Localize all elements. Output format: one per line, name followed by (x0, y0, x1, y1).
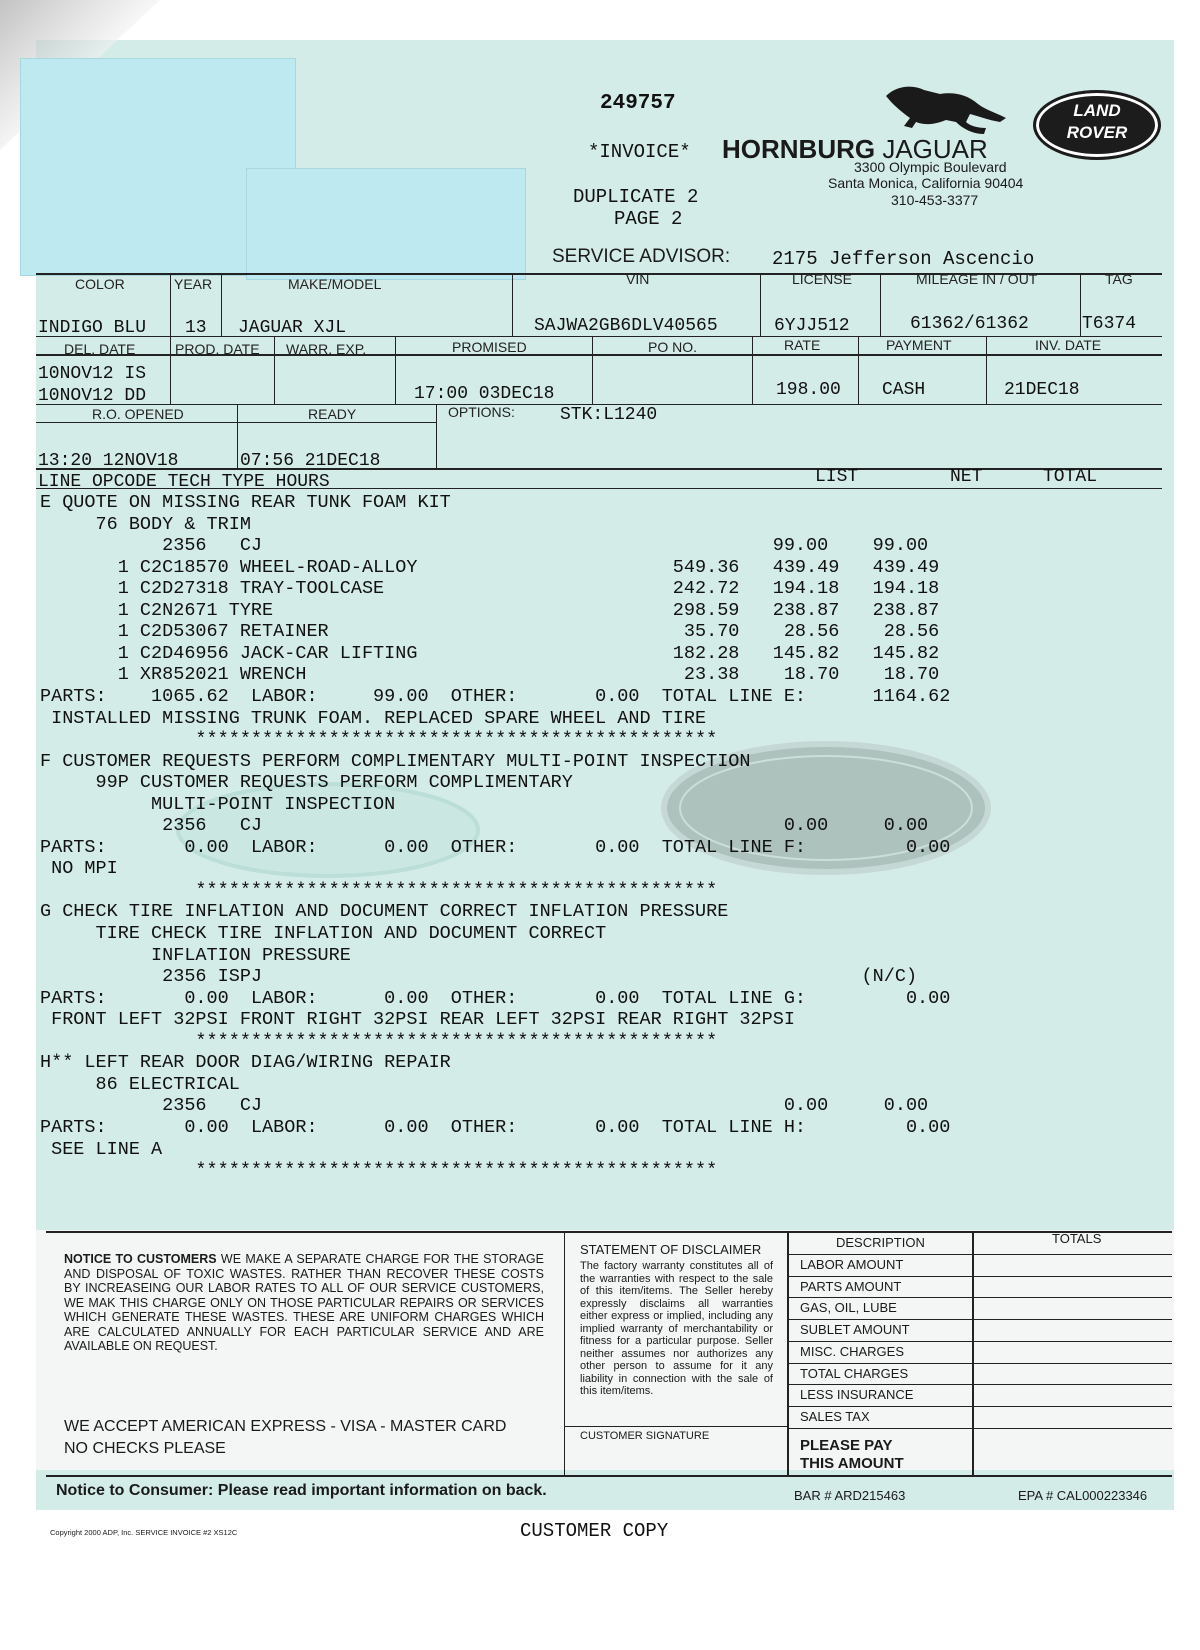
invoice-line: PARTS: 0.00 LABOR: 0.00 OTHER: 0.00 TOTAL LINE G: 0.00 (40, 987, 951, 1009)
invoice-line: MULTI-POINT INSPECTION (40, 793, 396, 815)
options-value: STK:L1240 (560, 405, 658, 425)
dealer-phone: 310-453-3377 (891, 192, 979, 208)
column-header-list: LIST (815, 467, 859, 487)
rule (986, 337, 987, 405)
rule (789, 1276, 1172, 1277)
notice-text: WE MAKE A SEPARATE CHARGE FOR THE STORAGE AND DISPOSAL OF TOXIC WASTES. RATHER THAN RECOVER THESE COSTS BY INCREASEING OUR LABOR RATES TO ALL OF OUR SERVICE CUSTOMERS, WE MAK THIS CHARGE ONLY ON THOSE PARTICULAR REPAIRS OR SERVICES WHICH GENERATE THESE WASTES. THESE ARE UNIFORM CHARGES WHICH ARE CALCULATED ANNUALLY FOR EACH PARTICULAR SERVICE AND ARE AVAILABLE ON REQUEST. (64, 1252, 544, 1353)
prod-date-label: PROD. DATE (175, 341, 260, 357)
totals-row-label: PARTS AMOUNT (800, 1278, 902, 1294)
del-date-label: DEL. DATE (64, 341, 136, 357)
del-date-2: 10NOV12 DD (38, 386, 147, 406)
rule (36, 422, 436, 423)
rule (789, 1363, 1172, 1364)
invoice-line: 99P CUSTOMER REQUESTS PERFORM COMPLIMENTARY (40, 772, 573, 794)
invoice-line: *********************************************** (40, 729, 718, 751)
warr-exp-label: WARR. EXP. (286, 341, 367, 357)
invoice-line: 86 ELECTRICAL (40, 1073, 240, 1095)
totals-row-label: LABOR AMOUNT (800, 1257, 904, 1272)
invoice-line: 1 C2C18570 WHEEL-ROAD-ALLOY 549.36 439.49 439.49 (40, 556, 940, 578)
rule (46, 1231, 1172, 1233)
dealer-name-light: JAGUAR (882, 134, 988, 164)
rule (564, 1233, 565, 1475)
invoice-line: *********************************************** (40, 879, 718, 901)
totals-row-label: TOTAL CHARGES (800, 1365, 909, 1381)
epa-number: EPA # CAL000223346 (1018, 1488, 1148, 1503)
vehicle-mileage: 61362/61362 (910, 314, 1029, 334)
invoice-line: G CHECK TIRE INFLATION AND DOCUMENT CORRECT INFLATION PRESSURE (40, 901, 729, 923)
vehicle-vin: SAJWA2GB6DLV40565 (534, 316, 718, 336)
vehicle-make: JAGUAR XJL (238, 318, 347, 338)
rule (760, 275, 761, 337)
options-label: OPTIONS: (448, 404, 515, 420)
duplicate-label: DUPLICATE 2 (573, 186, 699, 208)
copyright: Copyright 2000 ADP, Inc. SERVICE INVOICE #2 XS12C (50, 1528, 238, 1537)
rule (789, 1297, 1172, 1298)
rule (787, 1233, 789, 1475)
invoice-line: 1 C2D46956 JACK-CAR LIFTING 182.28 145.82 145.82 (40, 642, 940, 664)
del-date-1: 10NOV12 IS (38, 364, 147, 384)
invoice-line: 1 C2N2671 TYRE 298.59 238.87 238.87 (40, 599, 940, 621)
rate-label: RATE (784, 337, 821, 353)
invoice-line: PARTS: 1065.62 LABOR: 99.00 OTHER: 0.00 TOTAL LINE E: 1164.62 (40, 685, 951, 707)
tag-label: TAG (1105, 271, 1133, 287)
please-pay-1: PLEASE PAY (800, 1437, 893, 1454)
invoice-line: *********************************************** (40, 1160, 718, 1182)
payment-label: PAYMENT (886, 337, 952, 353)
invoice-line: *********************************************** (40, 1030, 718, 1052)
please-pay-2: THIS AMOUNT (800, 1455, 904, 1472)
notice-bold: NOTICE TO CUSTOMERS (64, 1252, 217, 1266)
ready-value: 07:56 21DEC18 (240, 451, 381, 471)
invoice-line: 2356 CJ 99.00 99.00 (40, 535, 929, 557)
rule (36, 468, 1162, 470)
jaguar-leaper-logo (882, 82, 1012, 140)
license-label: LICENSE (792, 271, 852, 287)
vehicle-color: INDIGO BLU (38, 318, 147, 338)
invoice-line: FRONT LEFT 32PSI FRONT RIGHT 32PSI REAR LEFT 32PSI REAR RIGHT 32PSI (40, 1009, 795, 1031)
bar-number: BAR # ARD215463 (794, 1488, 906, 1503)
inv-date-label: INV. DATE (1035, 337, 1102, 353)
invoice-line: H** LEFT REAR DOOR DIAG/WIRING REPAIR (40, 1052, 451, 1074)
invoice-line: 2356 CJ 0.00 0.00 (40, 815, 929, 837)
invoice-line: 2356 CJ 0.00 0.00 (40, 1095, 929, 1117)
rule (221, 275, 222, 337)
column-header-total: TOTAL (1043, 467, 1098, 487)
dealer-address-1: 3300 Olympic Boulevard (854, 159, 1007, 175)
invoice-line: PARTS: 0.00 LABOR: 0.00 OTHER: 0.00 TOTAL LINE F: 0.00 (40, 836, 951, 858)
disclaimer-title: STATEMENT OF DISCLAIMER (580, 1242, 762, 1257)
invoice-line: 1 C2D27318 TRAY-TOOLCASE 242.72 194.18 194.18 (40, 578, 940, 600)
totals-row-label: LESS INSURANCE (800, 1387, 914, 1403)
rate-value: 198.00 (776, 380, 841, 400)
no-checks: NO CHECKS PLEASE (64, 1440, 226, 1457)
dealer-address-2: Santa Monica, California 90404 (828, 175, 1024, 191)
invoice-label: *INVOICE* (588, 141, 691, 163)
land-rover-logo-text-1: LAND (1073, 101, 1121, 120)
rule (880, 275, 881, 337)
customer-copy: CUSTOMER COPY (520, 1520, 669, 1542)
totals-row-label: SALES TAX (800, 1408, 870, 1424)
color-label: COLOR (75, 276, 125, 292)
rule (512, 275, 513, 337)
rule (564, 1426, 788, 1427)
invoice-line: TIRE CHECK TIRE INFLATION AND DOCUMENT CORRECT (40, 923, 607, 944)
make-model-label: MAKE/MODEL (288, 276, 382, 292)
rule (395, 337, 396, 405)
service-advisor-value: 2175 Jefferson Ascencio (772, 248, 1035, 270)
rule (1080, 275, 1081, 337)
rule (170, 337, 171, 405)
rule (789, 1341, 1172, 1342)
redaction-box (246, 168, 526, 280)
po-no-label: PO NO. (648, 339, 698, 355)
rule (789, 1319, 1172, 1320)
consumer-notice: Notice to Consumer: Please read important information on back. (56, 1482, 547, 1499)
accept-cards: WE ACCEPT AMERICAN EXPRESS - VISA - MASTER CARD (64, 1418, 507, 1435)
invoice-line: 1 C2D53067 RETAINER 35.70 28.56 28.56 (40, 621, 940, 643)
invoice-line: 76 BODY & TRIM (40, 513, 251, 535)
totals-row-label: GAS, OIL, LUBE (800, 1300, 897, 1316)
promised-value: 17:00 03DEC18 (414, 384, 555, 404)
column-header-net: NET (950, 467, 983, 487)
page-label: PAGE 2 (614, 208, 683, 230)
rule (170, 275, 171, 337)
land-rover-logo-text-2: ROVER (1066, 123, 1128, 142)
dealer-name-bold: HORNBURG (722, 134, 876, 164)
invoice-line: NO MPI (40, 858, 118, 880)
totals-row-label: MISC. CHARGES (800, 1343, 905, 1359)
totals-header: TOTALS (1052, 1231, 1102, 1246)
promised-label: PROMISED (452, 339, 527, 355)
ro-opened-label: R.O. OPENED (92, 406, 184, 422)
column-header-line: LINE OPCODE TECH TYPE HOURS (38, 472, 330, 492)
year-label: YEAR (174, 276, 213, 292)
invoice-line: F CUSTOMER REQUESTS PERFORM COMPLIMENTARY MULTI-POINT INSPECTION (40, 750, 751, 772)
rule (592, 337, 593, 405)
vehicle-year: 13 (185, 318, 207, 338)
rule (789, 1254, 1172, 1255)
invoice-line: 2356 ISPJ (N/C) (40, 966, 918, 988)
ready-label: READY (308, 406, 357, 422)
invoice-line: INFLATION PRESSURE (40, 944, 351, 966)
rule (789, 1428, 1172, 1429)
vehicle-license: 6YJJ512 (774, 316, 850, 336)
rule (274, 337, 275, 405)
rule (752, 337, 753, 405)
rule (972, 1233, 974, 1475)
payment-value: CASH (882, 380, 926, 400)
disclaimer-text: The factory warranty constitutes all of the warranties with respect to the sale of this item/items. The Seller hereby expressly disclaims all warranties either express or implied, including any implied warranty of merchantability or fitness for a particular purpose. Seller neither assumes nor authorizes any other person to assume for it any liability in connection with the sale of this item/items. (580, 1260, 773, 1397)
invoice-line: SEE LINE A (40, 1138, 163, 1160)
rule (789, 1384, 1172, 1385)
rule (858, 337, 859, 405)
invoice-number: 249757 (600, 92, 676, 115)
rule (789, 1406, 1172, 1407)
ro-opened-value: 13:20 12NOV18 (38, 451, 179, 471)
inv-date-value: 21DEC18 (1004, 380, 1080, 400)
invoice-line: PARTS: 0.00 LABOR: 0.00 OTHER: 0.00 TOTAL LINE H: 0.00 (40, 1116, 951, 1138)
notice-to-customers (64, 1252, 544, 1354)
totals-row-label: SUBLET AMOUNT (800, 1322, 910, 1338)
rule (237, 405, 238, 469)
vehicle-tag: T6374 (1082, 314, 1137, 334)
customer-signature-label: CUSTOMER SIGNATURE (580, 1430, 710, 1442)
rule (46, 1475, 1172, 1477)
invoice-line: INSTALLED MISSING TRUNK FOAM. REPLACED SPARE WHEEL AND TIRE (40, 707, 707, 729)
mileage-label: MILEAGE IN / OUT (916, 271, 1038, 287)
rule (436, 405, 437, 469)
description-header: DESCRIPTION (836, 1235, 925, 1250)
invoice-line: 1 XR852021 WRENCH 23.38 18.70 18.70 (40, 664, 940, 686)
vin-label: VIN (626, 271, 650, 287)
invoice-line: E QUOTE ON MISSING REAR TUNK FOAM KIT (40, 492, 451, 513)
service-advisor-label: SERVICE ADVISOR: (552, 246, 731, 267)
land-rover-logo (1033, 90, 1161, 160)
